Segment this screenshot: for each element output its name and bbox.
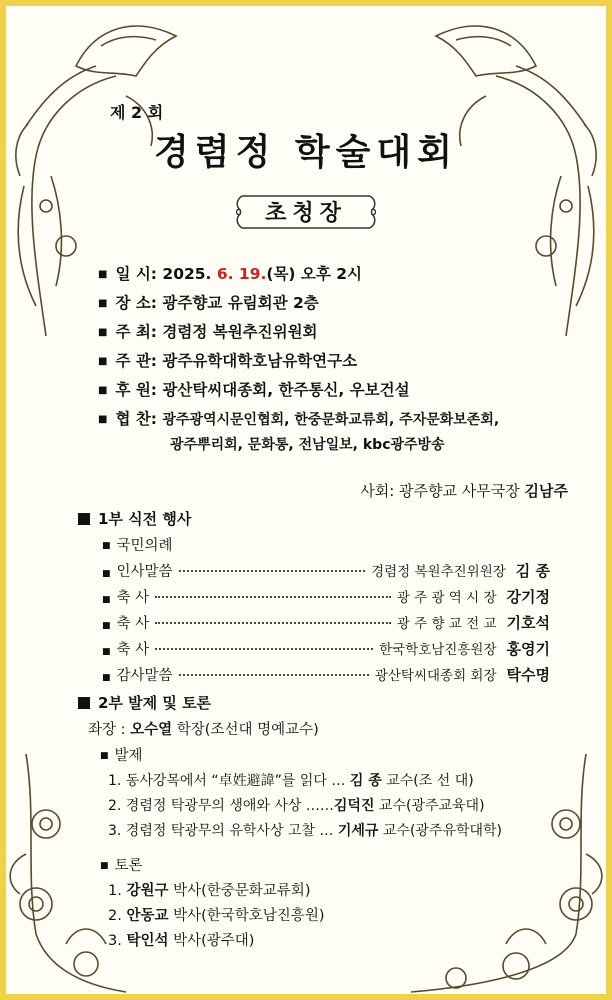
presentation-item: 1. 동사강목에서 “卓姓避諱”를 읽다 … 김 종 교수(조 선 대) bbox=[108, 773, 474, 789]
bullet-icon: ■ bbox=[98, 414, 108, 425]
info-organizer: ■ 주 최: 경렴정 복원추진위원회 bbox=[98, 323, 318, 341]
dot-leader bbox=[155, 647, 373, 650]
bullet-icon: ■ bbox=[98, 298, 108, 309]
dot-leader bbox=[155, 595, 391, 598]
program-item: ■ 인사말씀 경렴정 복원추진위원장 김 종 bbox=[102, 562, 550, 580]
bullet-icon: ■ bbox=[102, 595, 111, 605]
bullet-icon: ■ bbox=[100, 861, 109, 871]
discussant-item: 2. 안동교 박사(한국학호남진흥원) bbox=[108, 908, 325, 924]
event-title: 경렴정 학술대회 bbox=[154, 132, 458, 173]
bullet-icon: ■ bbox=[98, 327, 108, 338]
dot-leader bbox=[179, 673, 369, 676]
bullet-icon: ■ bbox=[98, 356, 108, 367]
presentation-label: ■ 발제 bbox=[100, 748, 143, 764]
square-bullet-icon bbox=[78, 697, 90, 709]
bullet-icon: ■ bbox=[102, 541, 111, 551]
discussant-item: 3. 탁인석 박사(광주대) bbox=[108, 933, 255, 949]
dot-leader bbox=[179, 569, 366, 572]
dot-leader bbox=[155, 621, 391, 624]
bullet-icon: ■ bbox=[102, 673, 111, 683]
bullet-icon: ■ bbox=[102, 569, 111, 579]
square-bullet-icon bbox=[78, 513, 90, 525]
invitation-badge bbox=[236, 188, 376, 234]
program-item: ■ 축 사 광 주 광 역 시 장 강기정 bbox=[102, 588, 550, 606]
edition-label: 제 2 회 bbox=[110, 103, 164, 122]
bullet-icon: ■ bbox=[102, 647, 111, 657]
presentation-item: 3. 경렴정 탁광무의 유학사상 고찰 … 기세규 교수(광주유학대학) bbox=[108, 823, 503, 839]
part1-heading: 1부 식전 행사 bbox=[78, 508, 191, 529]
presentation-item: 2. 경렴정 탁광무의 생애와 사상 ……김덕진 교수(광주교육대) bbox=[108, 798, 485, 814]
discussant-item: 1. 강원구 박사(한중문화교류회) bbox=[108, 883, 311, 899]
bottom-right-floral-ornament bbox=[406, 754, 606, 994]
session-chair: 좌장 : 오수열 학장(조선대 명예교수) bbox=[88, 722, 319, 738]
info-venue: ■ 장 소: 광주향교 유림회관 2층 bbox=[98, 294, 319, 312]
invitation-card bbox=[6, 6, 606, 994]
discussion-label: ■ 토론 bbox=[100, 858, 143, 874]
bullet-icon: ■ bbox=[98, 269, 108, 280]
part2-heading: 2부 발제 및 토론 bbox=[78, 692, 211, 713]
program-item: ■ 축 사 한국학호남진흥원장 홍영기 bbox=[102, 640, 550, 658]
program-item: ■ 축 사 광 주 향 교 전 교 기호석 bbox=[102, 614, 550, 632]
program-item: ■ 감사말씀 광산탁씨대종회 회장 탁수명 bbox=[102, 666, 550, 684]
info-host-institution: ■ 주 관: 광주유학대학호남유학연구소 bbox=[98, 352, 358, 370]
master-of-ceremonies: 사회: 광주향교 사무국장 김남주 bbox=[360, 482, 568, 500]
bullet-icon: ■ bbox=[102, 621, 111, 631]
invitation-title: 초청장 bbox=[265, 201, 347, 226]
program-item: ■ 국민의례 bbox=[102, 538, 173, 554]
info-datetime: ■ 일 시: 2025. 6. 19.(목) 오후 2시 bbox=[98, 265, 363, 283]
bullet-icon: ■ bbox=[100, 751, 109, 761]
bullet-icon: ■ bbox=[98, 385, 108, 396]
info-sponsor: ■ 후 원: 광산탁씨대종회, 한주통신, 우보건설 bbox=[98, 381, 410, 399]
info-cosponsor: ■ 협 찬: 광주광역시문인협회, 한중문화교류회, 주자문화보존회, bbox=[98, 410, 500, 428]
info-cosponsor-cont: 광주뿌리회, 문화통, 전남일보, kbc광주방송 bbox=[170, 437, 445, 453]
